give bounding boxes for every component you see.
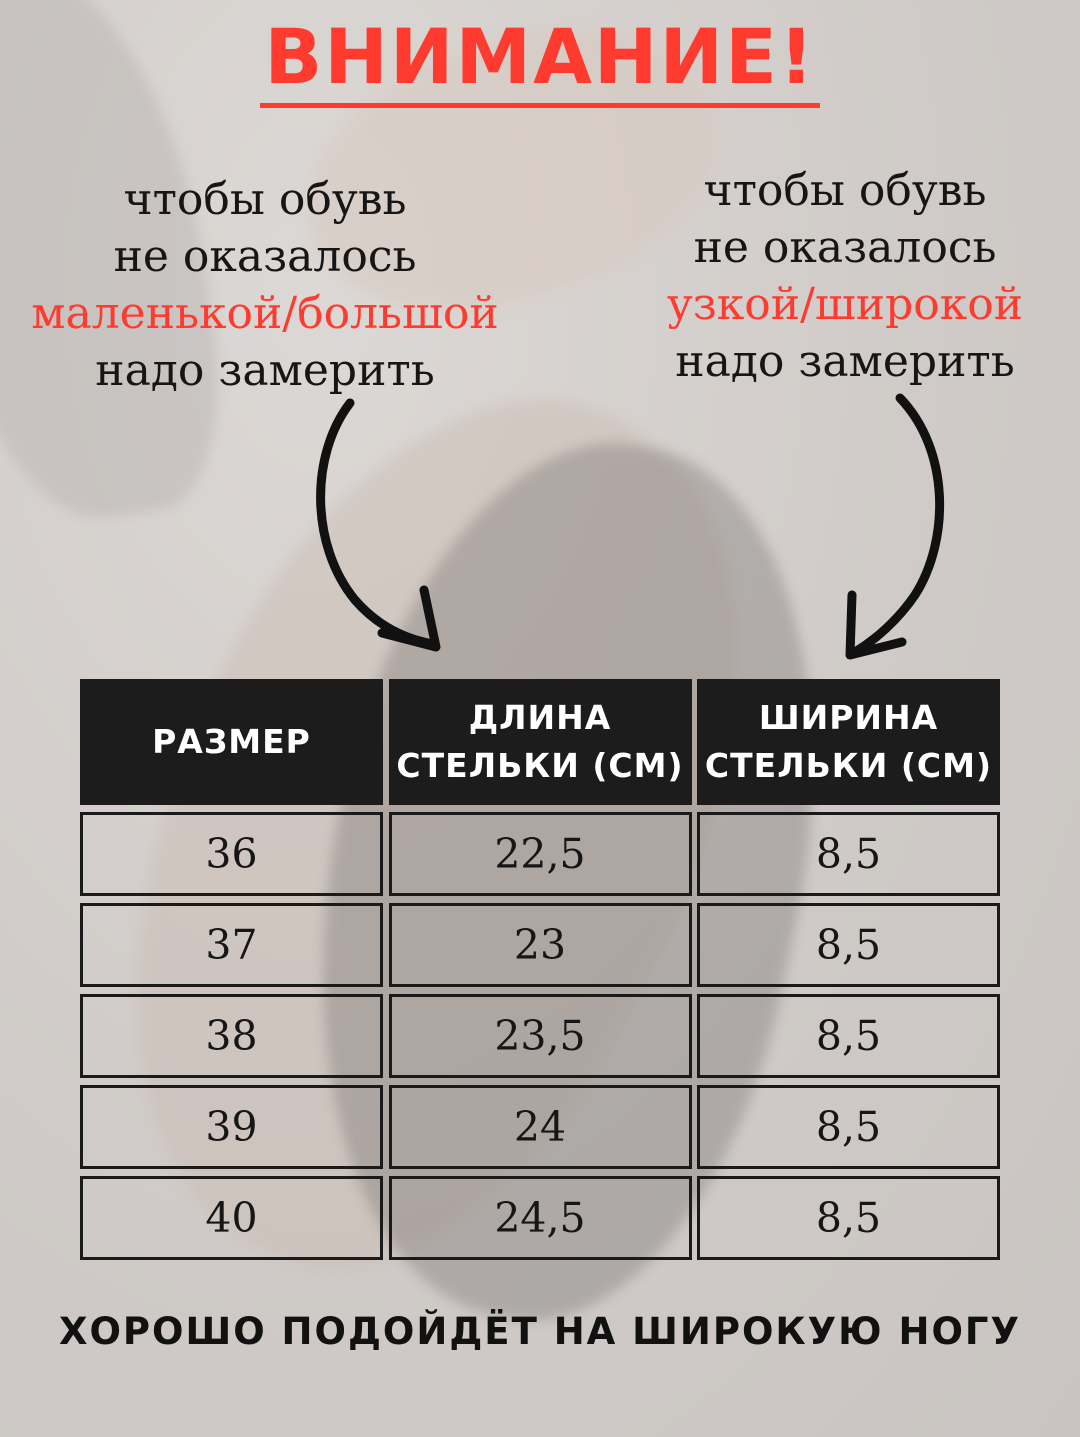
width-cell: 8,5 bbox=[697, 903, 1000, 987]
header-insole-length: ДЛИНА СТЕЛЬКИ (СМ) bbox=[389, 679, 692, 805]
header-size: РАЗМЕР bbox=[80, 679, 383, 805]
width-note bbox=[640, 162, 1050, 390]
width-cell: 8,5 bbox=[697, 812, 1000, 896]
length-note-highlight: маленькой/большой bbox=[31, 288, 499, 339]
table-row bbox=[80, 812, 1000, 896]
table-row bbox=[80, 1085, 1000, 1169]
length-cell: 22,5 bbox=[389, 812, 692, 896]
curved-arrow-left-icon bbox=[300, 395, 460, 655]
width-note-line-1: чтобы обувь bbox=[703, 165, 987, 216]
length-cell: 23,5 bbox=[389, 994, 692, 1078]
width-note-line-2: не оказалось bbox=[693, 222, 997, 273]
length-note-line-4: надо замерить bbox=[95, 345, 435, 396]
length-cell: 23 bbox=[389, 903, 692, 987]
page-title: ВНИМАНИЕ! bbox=[0, 12, 1080, 101]
size-table bbox=[80, 679, 1000, 1267]
width-note-highlight: узкой/широкой bbox=[666, 279, 1024, 330]
width-note-line-4: надо замерить bbox=[675, 336, 1015, 387]
length-note bbox=[20, 171, 510, 399]
length-cell: 24,5 bbox=[389, 1176, 692, 1260]
table-row bbox=[80, 903, 1000, 987]
width-cell: 8,5 bbox=[697, 1085, 1000, 1169]
length-note-line-2: не оказалось bbox=[113, 231, 417, 282]
width-cell: 8,5 bbox=[697, 994, 1000, 1078]
width-cell: 8,5 bbox=[697, 1176, 1000, 1260]
curved-arrow-right-icon bbox=[830, 390, 960, 660]
header-insole-width: ШИРИНА СТЕЛЬКИ (СМ) bbox=[697, 679, 1000, 805]
size-cell: 39 bbox=[80, 1085, 383, 1169]
size-cell: 36 bbox=[80, 812, 383, 896]
size-cell: 40 bbox=[80, 1176, 383, 1260]
size-cell: 38 bbox=[80, 994, 383, 1078]
length-cell: 24 bbox=[389, 1085, 692, 1169]
size-cell: 37 bbox=[80, 903, 383, 987]
table-row bbox=[80, 994, 1000, 1078]
table-header-row bbox=[80, 679, 1000, 805]
length-note-line-1: чтобы обувь bbox=[123, 174, 407, 225]
footer-note: ХОРОШО ПОДОЙДЁТ НА ШИРОКУЮ НОГУ bbox=[58, 1310, 1022, 1353]
table-row bbox=[80, 1176, 1000, 1260]
